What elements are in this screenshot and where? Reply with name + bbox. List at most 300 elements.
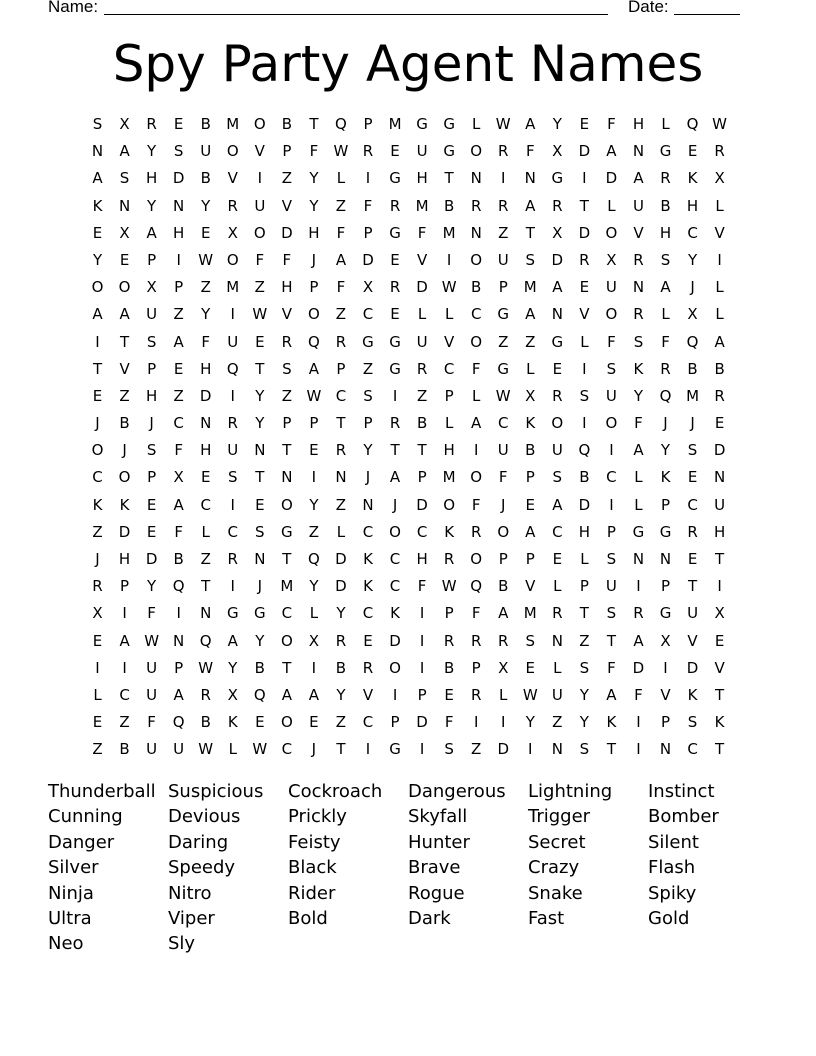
grid-letter: E: [200, 468, 211, 487]
grid-letter: S: [606, 604, 617, 623]
grid-letter: K: [660, 468, 671, 487]
word-list-item: Sly: [168, 933, 196, 955]
grid-letter: E: [525, 658, 536, 677]
grid-letter: P: [444, 604, 454, 623]
grid-letter: K: [363, 577, 373, 596]
grid-letter: A: [606, 685, 617, 704]
grid-letter: C: [362, 604, 374, 623]
grid-letter: O: [443, 495, 456, 514]
grid-letter: R: [633, 604, 644, 623]
grid-letter: B: [579, 468, 590, 487]
grid-letter: P: [309, 414, 319, 433]
grid-letter: U: [254, 196, 266, 215]
grid-letter: U: [227, 332, 239, 351]
grid-letter: P: [363, 223, 373, 242]
grid-letter: I: [122, 658, 127, 677]
grid-letter: Z: [119, 713, 130, 732]
grid-letter: A: [119, 142, 130, 161]
grid-letter: C: [416, 522, 428, 541]
grid-letter: R: [389, 196, 401, 215]
word-list-item: Cunning: [48, 806, 123, 828]
grid-letter: B: [173, 550, 184, 568]
grid-letter: J: [690, 414, 695, 433]
grid-letter: W: [252, 740, 268, 759]
grid-letter: P: [444, 386, 454, 405]
grid-letter: C: [362, 305, 374, 324]
grid-letter: G: [389, 359, 401, 378]
grid-letter: A: [633, 441, 644, 460]
grid-letter: E: [146, 522, 157, 541]
grid-letter: H: [632, 115, 645, 133]
grid-letter: F: [525, 142, 535, 161]
grid-letter: F: [634, 685, 643, 704]
grid-letter: M: [523, 604, 537, 623]
grid-letter: Z: [281, 386, 292, 405]
grid-letter: I: [392, 386, 398, 405]
grid-letter: I: [528, 740, 533, 759]
grid-letter: H: [200, 441, 212, 460]
grid-letter: I: [717, 250, 722, 269]
grid-letter: C: [687, 495, 698, 514]
page-title: Spy Party Agent Names: [112, 35, 704, 93]
word-list-item: Suspicious: [168, 781, 264, 802]
grid-letter: U: [416, 142, 428, 161]
grid-letter: V: [254, 142, 265, 161]
grid-letter: L: [607, 196, 616, 215]
grid-letter: I: [230, 305, 235, 324]
grid-letter: Y: [309, 169, 319, 188]
grid-letter: G: [659, 604, 672, 623]
grid-letter: L: [444, 305, 454, 324]
word-list-item: Rogue: [408, 882, 465, 904]
grid-letter: R: [633, 305, 644, 324]
grid-letter: N: [551, 740, 563, 759]
word-list-item: Ninja: [48, 882, 94, 904]
grid-letter: P: [525, 550, 535, 568]
grid-letter: L: [472, 386, 481, 405]
grid-letter: Q: [307, 550, 320, 568]
grid-letter: H: [145, 169, 158, 188]
grid-letter: A: [552, 278, 563, 297]
grid-letter: V: [444, 332, 455, 351]
grid-letter: N: [551, 305, 563, 324]
grid-letter: D: [497, 740, 509, 759]
word-list-item: Rider: [288, 882, 336, 904]
grid-letter: V: [633, 223, 644, 242]
grid-letter: G: [632, 522, 645, 541]
grid-letter: U: [605, 386, 617, 405]
grid-letter: O: [470, 550, 483, 568]
grid-letter: I: [392, 685, 398, 704]
word-list-item: Dark: [408, 907, 451, 929]
grid-letter: E: [687, 550, 698, 568]
grid-letter: Z: [335, 305, 347, 324]
grid-letter: B: [660, 196, 671, 215]
grid-letter: Y: [201, 196, 211, 215]
grid-letter: S: [92, 115, 103, 133]
grid-letter: E: [146, 495, 157, 514]
grid-letter: D: [172, 169, 185, 188]
grid-letter: I: [95, 332, 100, 351]
grid-letter: A: [714, 332, 725, 351]
grid-letter: G: [551, 332, 564, 351]
grid-letter: X: [308, 631, 320, 650]
grid-letter: R: [714, 386, 725, 405]
grid-letter: E: [92, 386, 103, 405]
grid-letter: A: [498, 604, 509, 623]
grid-letter: R: [633, 250, 644, 269]
grid-letter: N: [632, 142, 645, 161]
grid-letter: V: [416, 250, 428, 269]
grid-letter: A: [525, 522, 536, 541]
grid-letter: S: [606, 550, 617, 568]
grid-letter: W: [441, 278, 457, 297]
grid-letter: L: [444, 414, 454, 433]
grid-letter: U: [714, 495, 726, 514]
grid-letter: B: [281, 115, 292, 133]
grid-letter: I: [501, 713, 506, 732]
grid-letter: S: [660, 250, 671, 269]
grid-letter: A: [525, 115, 536, 133]
grid-letter: Z: [173, 386, 184, 405]
grid-letter: U: [200, 142, 212, 161]
grid-letter: W: [441, 577, 457, 596]
name-label: Name:: [48, 0, 99, 16]
grid-letter: X: [227, 685, 238, 704]
grid-letter: O: [280, 713, 293, 732]
grid-letter: J: [95, 414, 100, 433]
word-list-item: Fast: [528, 907, 565, 929]
grid-letter: I: [473, 713, 479, 732]
grid-letter: M: [226, 278, 240, 297]
grid-letter: X: [552, 142, 563, 161]
grid-letter: W: [495, 115, 511, 133]
grid-letter: D: [713, 441, 726, 460]
grid-letter: W: [198, 658, 214, 677]
grid-letter: L: [417, 305, 427, 324]
grid-letter: J: [690, 278, 695, 297]
grid-letter: T: [282, 550, 292, 568]
grid-letter: L: [715, 305, 724, 324]
grid-letter: F: [444, 713, 454, 732]
grid-letter: V: [714, 223, 725, 242]
grid-letter: R: [335, 631, 347, 650]
grid-letter: C: [92, 468, 103, 487]
grid-letter: F: [471, 604, 481, 623]
grid-letter: U: [605, 577, 617, 596]
grid-letter: R: [470, 196, 482, 215]
grid-letter: R: [389, 278, 401, 297]
grid-letter: N: [200, 604, 212, 623]
grid-letter: R: [146, 115, 157, 133]
grid-letter: Y: [255, 386, 265, 405]
grid-letter: X: [227, 223, 238, 242]
grid-letter: I: [609, 495, 614, 514]
grid-letter: A: [119, 305, 130, 324]
grid-letter: Z: [335, 713, 347, 732]
grid-letter: Z: [552, 713, 563, 732]
grid-letter: I: [636, 740, 641, 759]
grid-letter: J: [149, 414, 154, 433]
grid-letter: Z: [200, 278, 211, 297]
grid-letter: X: [552, 223, 563, 242]
grid-letter: R: [200, 685, 211, 704]
grid-letter: R: [579, 250, 590, 269]
grid-letter: R: [552, 604, 563, 623]
grid-letter: X: [119, 115, 130, 133]
grid-letter: Q: [172, 713, 185, 732]
grid-letter: R: [227, 550, 238, 568]
grid-letter: E: [390, 250, 400, 269]
grid-letter: H: [173, 223, 185, 242]
grid-letter: C: [281, 740, 293, 759]
grid-letter: X: [119, 223, 130, 242]
grid-letter: I: [473, 441, 479, 460]
grid-letter: G: [497, 305, 510, 324]
grid-letter: N: [254, 550, 266, 568]
grid-letter: F: [471, 359, 481, 378]
grid-letter: Z: [335, 495, 347, 514]
grid-letter: I: [230, 495, 235, 514]
grid-letter: G: [551, 169, 564, 188]
grid-letter: K: [606, 713, 617, 732]
grid-letter: C: [389, 550, 401, 568]
grid-letter: N: [659, 740, 672, 759]
grid-letter: A: [633, 631, 644, 650]
grid-letter: A: [308, 359, 320, 378]
grid-letter: T: [309, 115, 319, 133]
grid-letter: W: [252, 305, 268, 324]
grid-letter: Q: [226, 359, 239, 378]
grid-letter: K: [92, 196, 103, 215]
grid-letter: L: [661, 115, 670, 133]
grid-letter: J: [95, 550, 100, 568]
grid-letter: O: [497, 522, 510, 541]
grid-letter: O: [280, 631, 293, 650]
grid-letter: G: [253, 604, 266, 623]
grid-letter: J: [122, 441, 127, 460]
grid-letter: K: [363, 550, 373, 568]
grid-letter: A: [389, 468, 401, 487]
grid-letter: P: [579, 577, 589, 596]
grid-letter: P: [120, 577, 130, 596]
grid-letter: I: [95, 658, 100, 677]
grid-letter: L: [336, 169, 346, 188]
grid-letter: I: [501, 169, 506, 188]
grid-letter: E: [552, 550, 563, 568]
grid-letter: A: [660, 278, 671, 297]
grid-letter: Z: [173, 305, 184, 324]
grid-letter: T: [606, 740, 616, 759]
grid-letter: M: [442, 223, 456, 242]
grid-letter: P: [525, 468, 535, 487]
grid-letter: S: [227, 468, 238, 487]
grid-letter: D: [578, 495, 591, 514]
grid-letter: U: [146, 658, 158, 677]
grid-letter: T: [715, 685, 725, 704]
grid-letter: L: [634, 495, 643, 514]
grid-letter: K: [714, 713, 725, 732]
grid-letter: P: [309, 278, 319, 297]
grid-letter: O: [280, 495, 293, 514]
grid-letter: O: [605, 223, 618, 242]
grid-letter: K: [444, 522, 455, 541]
grid-letter: O: [253, 115, 266, 133]
word-list-item: Danger: [48, 831, 115, 853]
grid-letter: F: [607, 658, 616, 677]
grid-letter: L: [580, 550, 589, 568]
grid-letter: H: [578, 522, 590, 541]
grid-letter: U: [551, 685, 563, 704]
grid-letter: A: [525, 196, 536, 215]
grid-letter: D: [416, 495, 428, 514]
grid-letter: A: [227, 631, 238, 650]
grid-letter: Z: [498, 332, 509, 351]
grid-letter: I: [582, 414, 587, 433]
grid-letter: E: [390, 142, 400, 161]
word-list-item: Neo: [48, 933, 84, 955]
grid-letter: M: [280, 577, 294, 596]
grid-letter: T: [282, 441, 292, 460]
grid-letter: Y: [201, 305, 211, 324]
grid-letter: R: [362, 658, 374, 677]
grid-letter: I: [311, 658, 317, 677]
grid-letter: A: [173, 332, 184, 351]
grid-letter: Y: [579, 685, 589, 704]
grid-letter: G: [281, 522, 293, 541]
grid-letter: G: [659, 522, 672, 541]
grid-letter: C: [443, 359, 455, 378]
grid-letter: E: [92, 631, 103, 650]
word-list-item: Feisty: [288, 831, 341, 853]
grid-letter: L: [201, 522, 210, 541]
grid-letter: Z: [335, 196, 347, 215]
grid-letter: I: [419, 631, 425, 650]
grid-letter: P: [417, 468, 427, 487]
grid-letter: N: [335, 468, 347, 487]
grid-letter: G: [659, 142, 672, 161]
grid-letter: B: [200, 169, 211, 188]
grid-letter: A: [552, 495, 563, 514]
grid-letter: L: [472, 115, 481, 133]
grid-letter: R: [362, 142, 374, 161]
grid-letter: E: [714, 414, 725, 433]
grid-letter: E: [579, 278, 590, 297]
grid-letter: D: [281, 223, 293, 242]
grid-letter: G: [389, 332, 401, 351]
grid-letter: E: [687, 468, 698, 487]
grid-letter: H: [686, 196, 699, 215]
grid-letter: A: [281, 685, 292, 704]
grid-letter: K: [687, 685, 698, 704]
grid-letter: A: [471, 414, 482, 433]
grid-letter: W: [712, 115, 728, 133]
grid-letter: N: [551, 631, 563, 650]
grid-letter: D: [605, 169, 618, 188]
grid-letter: X: [92, 604, 103, 623]
grid-letter: W: [522, 685, 538, 704]
grid-letter: A: [606, 142, 617, 161]
word-list-item: Bold: [288, 907, 328, 929]
grid-letter: N: [632, 278, 645, 297]
grid-letter: Q: [470, 577, 483, 596]
grid-letter: W: [495, 386, 511, 405]
grid-letter: N: [470, 169, 482, 188]
grid-letter: S: [282, 359, 292, 378]
name-blank-line: [104, 0, 608, 15]
grid-letter: E: [579, 115, 590, 133]
grid-letter: Y: [579, 713, 589, 732]
grid-letter: Y: [147, 577, 157, 596]
grid-letter: R: [443, 550, 455, 568]
grid-letter: K: [119, 495, 130, 514]
word-list-item: Devious: [168, 806, 241, 828]
grid-letter: S: [363, 386, 373, 405]
word-list-item: Spiky: [648, 882, 697, 904]
grid-letter: R: [227, 414, 238, 433]
grid-letter: T: [390, 441, 400, 460]
grid-letter: Y: [228, 658, 238, 677]
word-list-item: Flash: [648, 857, 696, 879]
grid-letter: H: [118, 550, 131, 568]
grid-letter: R: [443, 631, 455, 650]
grid-letter: A: [146, 223, 157, 242]
grid-letter: W: [306, 386, 322, 405]
word-list-item: Thunderball: [48, 781, 156, 802]
grid-letter: S: [687, 713, 698, 732]
grid-letter: Y: [336, 604, 346, 623]
grid-letter: L: [661, 305, 670, 324]
grid-letter: U: [146, 685, 158, 704]
grid-letter: Y: [309, 495, 319, 514]
grid-letter: P: [282, 414, 292, 433]
grid-letter: Z: [281, 169, 292, 188]
grid-letter: I: [419, 658, 425, 677]
word-list-item: Skyfall: [408, 806, 468, 828]
grid-letter: U: [497, 441, 509, 460]
grid-letter: I: [311, 468, 317, 487]
grid-letter: X: [362, 278, 374, 297]
grid-letter: E: [687, 142, 698, 161]
grid-letter: R: [281, 332, 293, 351]
grid-letter: E: [200, 223, 211, 242]
grid-letter: P: [498, 278, 508, 297]
grid-letter: M: [415, 196, 429, 215]
grid-letter: F: [471, 495, 481, 514]
grid-letter: P: [174, 278, 184, 297]
grid-letter: I: [636, 577, 641, 596]
grid-letter: P: [363, 414, 373, 433]
word-list-item: Speedy: [168, 857, 236, 879]
grid-letter: V: [714, 658, 725, 677]
grid-letter: T: [417, 441, 427, 460]
grid-letter: Y: [147, 196, 157, 215]
grid-letter: T: [282, 658, 292, 677]
grid-letter: B: [200, 115, 211, 133]
grid-letter: L: [309, 604, 319, 623]
grid-letter: V: [579, 305, 590, 324]
grid-letter: D: [632, 658, 645, 677]
grid-letter: Y: [92, 250, 103, 269]
grid-letter: H: [659, 223, 672, 242]
grid-letter: N: [173, 631, 185, 650]
grid-letter: L: [93, 685, 102, 704]
grid-letter: B: [200, 713, 211, 732]
grid-letter: O: [470, 250, 483, 269]
grid-letter: N: [173, 196, 185, 215]
grid-letter: Z: [92, 740, 103, 759]
grid-letter: N: [713, 468, 726, 487]
